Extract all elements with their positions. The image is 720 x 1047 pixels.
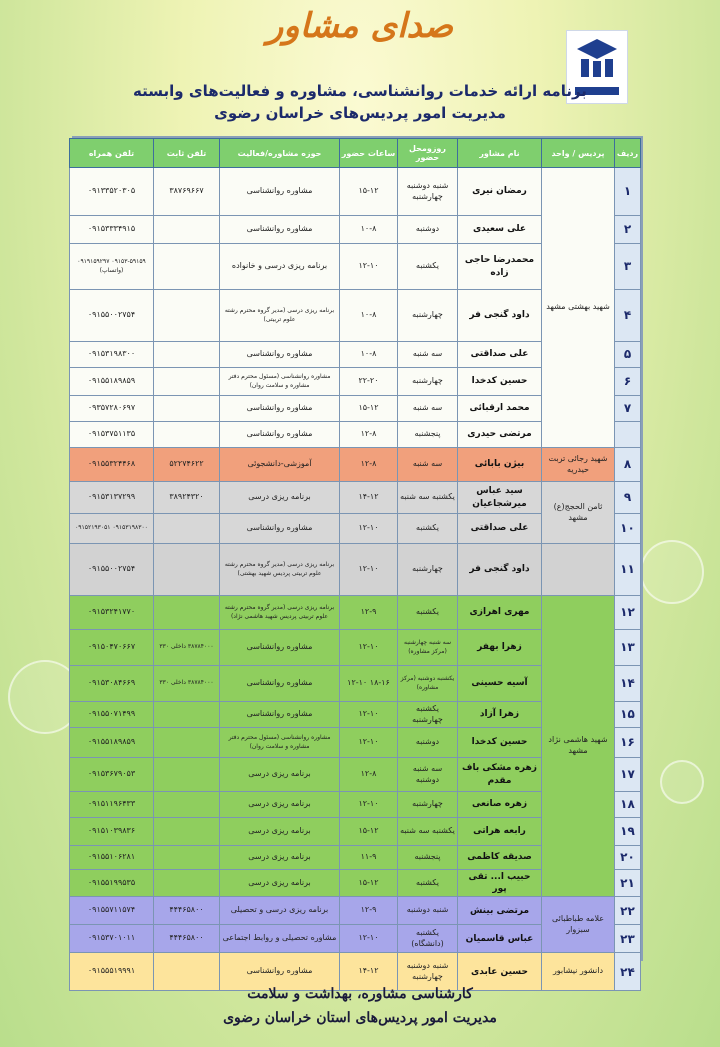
counselor-name: زهرا آزاد	[458, 702, 542, 728]
mobile-cell: ۰۹۱۵۵۷۱۱۵۷۴	[70, 897, 154, 925]
counselor-name: سید عباس میرشجاعیان	[458, 482, 542, 514]
mobile-cell: ۰۹۱۵۳۱۹۸۳۰۰	[70, 342, 154, 368]
row-index: ۱۱	[615, 544, 641, 596]
table-row	[70, 168, 641, 216]
row-index	[615, 422, 641, 448]
unit-cell: دانشور نیشابور	[542, 953, 615, 991]
mobile-cell: ۰۹۱۵۱۰۳۹۸۳۶	[70, 818, 154, 846]
field-cell: مشاوره تحصیلی و روابط اجتماعی	[220, 925, 340, 953]
mobile-cell: ۰۹۱۵۵۰۰۲۷۵۴	[70, 544, 154, 596]
col-header-field: حوزه مشاوره/فعالیت	[220, 139, 340, 168]
row-index: ۳	[615, 244, 641, 290]
landline-cell	[154, 758, 220, 792]
hours-cell: ۱۲-۹	[340, 596, 398, 630]
mobile-cell: ۰۹۱۵۳۳۳۴۹۱۵	[70, 216, 154, 244]
hours-cell: ۲۲-۲۰	[340, 368, 398, 396]
hours-cell: ۱۲-۱۰	[340, 544, 398, 596]
counselor-name: زهره صانعی	[458, 792, 542, 818]
counselor-name: علی صداقتی	[458, 342, 542, 368]
counselor-name: بیژن بابائی	[458, 448, 542, 482]
landline-cell	[154, 396, 220, 422]
day-cell: یکشنبه (دانشگاه)	[398, 925, 458, 953]
row-index: ۱۰	[615, 514, 641, 544]
row-index: ۱۲	[615, 596, 641, 630]
counselor-name: مرتضی حیدری	[458, 422, 542, 448]
landline-cell	[154, 368, 220, 396]
hours-cell: ۱۴-۱۲	[340, 953, 398, 991]
program-subtitle: مدیریت امور پردیس‌های خراسان رضوی	[214, 104, 506, 122]
hours-cell: ۱۵-۱۲	[340, 818, 398, 846]
day-cell: یکشنبه	[398, 870, 458, 897]
mobile-cell: ۰۹۱۵۳۱۹۸۳۰۰ ۰۹۱۵۲۱۹۳۰۵۱	[70, 514, 154, 544]
row-index: ۷	[615, 396, 641, 422]
landline-cell	[154, 216, 220, 244]
hours-cell: ۱۰-۸	[340, 290, 398, 342]
field-cell: مشاوره روانشناسی	[220, 630, 340, 666]
row-index: ۱۶	[615, 728, 641, 758]
field-cell: آموزشی-دانشجوئی	[220, 448, 340, 482]
counselor-name: مهری اهرازی	[458, 596, 542, 630]
hours-cell: ۱۰-۸	[340, 216, 398, 244]
mobile-cell: ۰۹۱۵۳۱۳۷۲۹۹	[70, 482, 154, 514]
counselor-name: آسیه حسینی	[458, 666, 542, 702]
table-row	[70, 897, 641, 925]
landline-cell	[154, 702, 220, 728]
field-cell: مشاوره روانشناسی	[220, 702, 340, 728]
col-header-name: نام مشاور	[458, 139, 542, 168]
mobile-cell: ۰۹۱۵۵۱۸۹۸۵۹	[70, 728, 154, 758]
col-header-day: روزومحل حضور	[398, 139, 458, 168]
field-cell: مشاوره روانشناسی (مسئول محترم دفتر مشاوره و سلامت روان)	[220, 728, 340, 758]
field-cell: مشاوره روانشناسی	[220, 342, 340, 368]
counselor-name: علی صداقتی	[458, 514, 542, 544]
hours-cell: ۱۵-۱۲	[340, 396, 398, 422]
table-header-row	[70, 139, 641, 168]
unit-cell: ثامن الحجج(ع) مشهد	[542, 482, 615, 544]
landline-cell: ۳۸۷۸۴۰۰۰ داخلی ۳۳۰	[154, 666, 220, 702]
program-title: برنامه ارائه خدمات روانشناسی، مشاوره و فعالیت‌های وابسته	[133, 82, 587, 100]
footer-line-2: مدیریت امور پردیس‌های استان خراسان رضوی	[223, 1010, 497, 1026]
counselor-name: حسین عابدی	[458, 953, 542, 991]
field-cell: مشاوره روانشناسی	[220, 396, 340, 422]
mobile-cell: ۰۹۱۵۵۱۹۹۵۳۵	[70, 870, 154, 897]
row-index: ۱۸	[615, 792, 641, 818]
field-cell: مشاوره روانشناسی	[220, 514, 340, 544]
day-cell: چهارشنبه	[398, 792, 458, 818]
day-cell: پنجشنبه	[398, 422, 458, 448]
row-index: ۱۹	[615, 818, 641, 846]
field-cell: برنامه ریزی درسی	[220, 818, 340, 846]
col-header-hours: ساعات حضور	[340, 139, 398, 168]
counselor-name: زهرا بهفر	[458, 630, 542, 666]
field-cell: برنامه ریزی درسی (مدیر گروه محترم رشته علوم تربیتی)	[220, 290, 340, 342]
hours-cell: ۱۲-۱۰	[340, 514, 398, 544]
row-index: ۲۰	[615, 846, 641, 870]
footer-line-1: کارشناسی مشاوره، بهداشت و سلامت	[247, 986, 473, 1002]
day-cell: یکشنبه	[398, 244, 458, 290]
mobile-cell: ۰۹۱۵۵۰۰۲۷۵۴	[70, 290, 154, 342]
hours-cell: ۱۴-۱۲	[340, 482, 398, 514]
counselor-name: علی سعیدی	[458, 216, 542, 244]
hours-cell: ۱۲-۸	[340, 422, 398, 448]
counselor-name: زهره مشکی باف مقدم	[458, 758, 542, 792]
mobile-cell: ۰۹۱۵۳۰۸۴۶۶۹	[70, 666, 154, 702]
field-cell: مشاوره روانشناسی	[220, 666, 340, 702]
row-index: ۲۳	[615, 925, 641, 953]
day-cell: یکشنبه	[398, 596, 458, 630]
counselor-name: حسین کدخدا	[458, 728, 542, 758]
row-index: ۱۴	[615, 666, 641, 702]
landline-cell	[154, 290, 220, 342]
counselor-name: صدیقه کاظمی	[458, 846, 542, 870]
mobile-cell: ۰۹۱۳۳۵۲۰۳۰۵	[70, 168, 154, 216]
hours-cell: ۱۲-۹	[340, 897, 398, 925]
landline-cell	[154, 342, 220, 368]
mobile-cell: ۰۹۱۵۳۲۴۱۷۷۰	[70, 596, 154, 630]
row-index: ۹	[615, 482, 641, 514]
hours-cell: ۱۲-۱۰	[340, 792, 398, 818]
field-cell: برنامه ریزی درسی (مدیر گروه محترم رشته علوم تربیتی پردیس شهید بهشتی)	[220, 544, 340, 596]
field-cell: مشاوره روانشناسی	[220, 422, 340, 448]
unit-cell: شهید هاشمی نژاد مشهد	[542, 596, 615, 897]
field-cell: برنامه ریزی درسی	[220, 482, 340, 514]
brand-title: صدای مشاور	[266, 6, 454, 46]
unit-cell: علامه طباطبائی سبزوار	[542, 897, 615, 953]
hours-cell: ۱۲-۱۰	[340, 702, 398, 728]
counselor-name: داود گنجی فر	[458, 544, 542, 596]
table-row	[70, 544, 641, 596]
hours-cell: ۱۰-۸	[340, 342, 398, 368]
mobile-cell: ۰۹۱۵۳۶۷۹۰۵۳	[70, 758, 154, 792]
landline-cell	[154, 792, 220, 818]
mobile-cell: ۰۹۱۵۵۱۸۹۸۵۹	[70, 368, 154, 396]
hours-cell: ۱۲-۱۰	[340, 630, 398, 666]
day-cell: شنبه دوشنبه چهارشنبه	[398, 953, 458, 991]
col-header-index: ردیف	[615, 139, 641, 168]
field-cell: برنامه ریزی درسی و تحصیلی	[220, 897, 340, 925]
hours-cell: ۱۲-۸	[340, 758, 398, 792]
day-cell: دوشنبه	[398, 728, 458, 758]
counselor-name: مرتضی بینش	[458, 897, 542, 925]
day-cell: سه شنبه دوشنبه	[398, 758, 458, 792]
day-cell: سه شنبه	[398, 448, 458, 482]
landline-cell	[154, 728, 220, 758]
col-header-landline: تلفن ثابت	[154, 139, 220, 168]
counselor-name: عباس قاسمیان	[458, 925, 542, 953]
day-cell: پنجشنبه	[398, 846, 458, 870]
field-cell: مشاوره روانشناسی	[220, 216, 340, 244]
mobile-cell: ۰۹۱۵۱۱۹۶۴۳۳	[70, 792, 154, 818]
landline-cell: ۳۸۷۶۹۶۶۷	[154, 168, 220, 216]
mobile-cell: ۰۹۱۵۵۱۰۶۲۸۱	[70, 846, 154, 870]
row-index: ۶	[615, 368, 641, 396]
field-cell: برنامه ریزی درسی	[220, 758, 340, 792]
landline-cell	[154, 596, 220, 630]
schedule-table	[72, 136, 643, 981]
row-index: ۲۲	[615, 897, 641, 925]
row-index: ۸	[615, 448, 641, 482]
hours-cell: ۱۲-۱۰	[340, 244, 398, 290]
counselor-name: محمد ارقبائی	[458, 396, 542, 422]
mobile-cell: ۰۹۱۵۳۷۵۱۱۳۵	[70, 422, 154, 448]
day-cell: سه شنبه	[398, 396, 458, 422]
row-index: ۲۴	[615, 953, 641, 991]
day-cell: یکشنبه دوشنبه (مرکز مشاوره)	[398, 666, 458, 702]
col-header-mobile: تلفن همراه	[70, 139, 154, 168]
counselor-name: حسین کدخدا	[458, 368, 542, 396]
day-cell: سه شنبه چهارشنبه (مرکز مشاوره)	[398, 630, 458, 666]
day-cell: سه شنبه	[398, 342, 458, 368]
mobile-cell: ۰۹۳۵۷۲۸۰۶۹۷	[70, 396, 154, 422]
hours-cell: ۱۵-۱۲	[340, 168, 398, 216]
unit-cell: شهید رجائی تربت حیدریه	[542, 448, 615, 482]
landline-cell: ۵۲۲۷۴۶۲۲	[154, 448, 220, 482]
hours-cell: ۱۲-۱۰	[340, 728, 398, 758]
landline-cell	[154, 846, 220, 870]
hours-cell: ۱۸-۱۶ ۱۲-۱۰	[340, 666, 398, 702]
day-cell: چهارشنبه	[398, 368, 458, 396]
field-cell: مشاوره روانشناسی	[220, 168, 340, 216]
table-row	[70, 596, 641, 630]
row-index: ۱	[615, 168, 641, 216]
unit-cell-empty	[542, 544, 615, 596]
decor-bubble	[640, 540, 704, 604]
hours-cell: ۱۲-۱۰	[340, 925, 398, 953]
row-index: ۱۷	[615, 758, 641, 792]
field-cell: برنامه ریزی درسی	[220, 846, 340, 870]
landline-cell: ۳۸۷۸۴۰۰۰ داخلی ۳۳۰	[154, 630, 220, 666]
landline-cell	[154, 818, 220, 846]
landline-cell	[154, 422, 220, 448]
row-index: ۲	[615, 216, 641, 244]
field-cell: برنامه ریزی درسی و خانواده	[220, 244, 340, 290]
field-cell: مشاوره روانشناسی (مسئول محترم دفتر مشاوره و سلامت روان)	[220, 368, 340, 396]
row-index: ۱۵	[615, 702, 641, 728]
counselor-name: رابعه هراتی	[458, 818, 542, 846]
landline-cell	[154, 870, 220, 897]
field-cell: برنامه ریزی درسی	[220, 792, 340, 818]
row-index: ۴	[615, 290, 641, 342]
day-cell: شنبه دوشنبه چهارشنبه	[398, 168, 458, 216]
landline-cell	[154, 544, 220, 596]
mobile-cell: ۰۹۱۵۵۵۱۹۹۹۱	[70, 953, 154, 991]
row-index: ۲۱	[615, 870, 641, 897]
landline-cell: ۴۴۴۶۵۸۰۰	[154, 925, 220, 953]
mobile-cell: ۰۹۱۵۵۰۷۱۴۹۹	[70, 702, 154, 728]
day-cell: دوشنبه	[398, 216, 458, 244]
day-cell: چهارشنبه	[398, 544, 458, 596]
col-header-unit: پردیس / واحد	[542, 139, 615, 168]
decor-bubble	[660, 760, 704, 804]
table-row	[70, 482, 641, 514]
counselor-name: رمضان نیری	[458, 168, 542, 216]
field-cell: برنامه ریزی درسی (مدیر گروه محترم رشته علوم تربیتی پردیس شهید هاشمی نژاد)	[220, 596, 340, 630]
field-cell: مشاوره روانشناسی	[220, 953, 340, 991]
unit-cell: شهید بهشتی مشهد	[542, 168, 615, 448]
day-cell: شنبه دوشنبه	[398, 897, 458, 925]
hours-cell: ۱۱-۹	[340, 846, 398, 870]
counselor-name: محمدرضا حاجی زاده	[458, 244, 542, 290]
field-cell: برنامه ریزی درسی	[220, 870, 340, 897]
landline-cell: ۳۸۹۲۴۳۲۰	[154, 482, 220, 514]
day-cell: یکشنبه چهارشنبه	[398, 702, 458, 728]
table-row	[70, 448, 641, 482]
hours-cell: ۱۲-۸	[340, 448, 398, 482]
row-index: ۵	[615, 342, 641, 368]
hours-cell: ۱۵-۱۲	[340, 870, 398, 897]
counselor-name: حبیب ا... تقی پور	[458, 870, 542, 897]
landline-cell: ۴۴۴۶۵۸۰۰	[154, 897, 220, 925]
mobile-cell: ۰۹۱۵۳۷۰۱۰۱۱	[70, 925, 154, 953]
day-cell: یکشنبه	[398, 514, 458, 544]
day-cell: یکشنبه سه شنبه	[398, 482, 458, 514]
landline-cell	[154, 514, 220, 544]
mobile-cell: ۰۹۱۵۵۳۲۴۴۶۸	[70, 448, 154, 482]
mobile-cell: ۰۹۱۵۳-۵۹۱۵۹ ۰۹۱۹۱۵۹۲۹۷ (واتساپ)	[70, 244, 154, 290]
row-index: ۱۳	[615, 630, 641, 666]
counselor-name: داود گنجی فر	[458, 290, 542, 342]
day-cell: یکشنبه سه شنبه	[398, 818, 458, 846]
landline-cell	[154, 244, 220, 290]
mobile-cell: ۰۹۱۵۰۴۷۰۶۶۷	[70, 630, 154, 666]
day-cell: چهارشنبه	[398, 290, 458, 342]
